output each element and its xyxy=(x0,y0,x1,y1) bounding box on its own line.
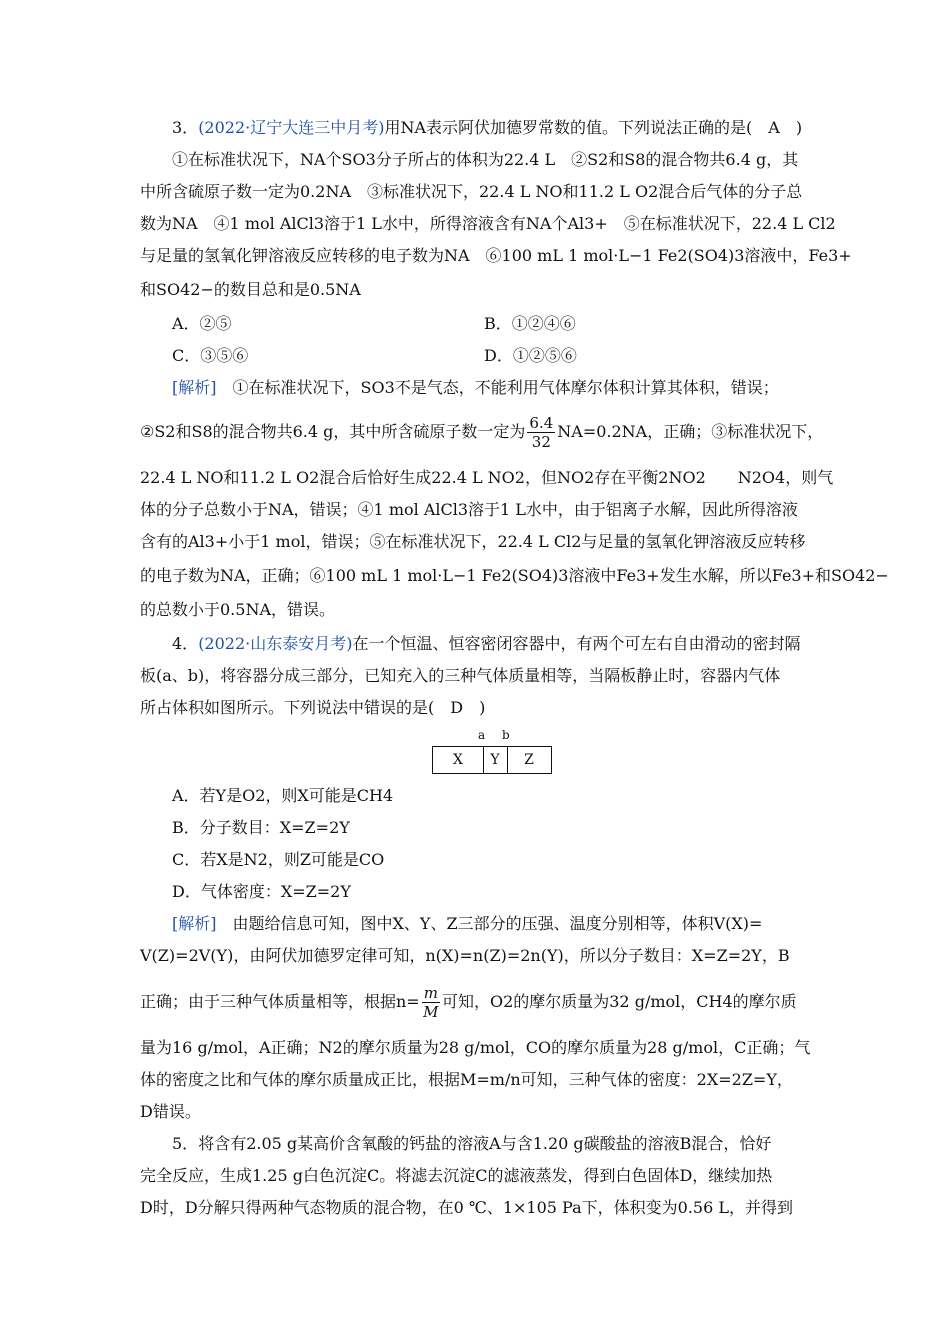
q3-number: 3． xyxy=(172,118,199,137)
q4-line-2: 板(a、b)，将容器分成三部分，已知充入的三种气体质量相等，当隔板静止时，容器内气体 xyxy=(140,666,781,685)
partition-b-label: b xyxy=(502,728,510,742)
q4-option-c: C．若X是N2，则Z可能是CO xyxy=(172,850,385,869)
q4-fraction-numerator: m xyxy=(423,984,438,1002)
q3-line-6: 和SO42−的数目总和是0.5NA xyxy=(140,280,361,299)
q4-analysis-text-1: 由题给信息可知，图中X、Y、Z三部分的压强、温度分别相等，体积V(X)= xyxy=(216,914,763,933)
q4-number: 4． xyxy=(172,634,199,653)
q5-stem-line xyxy=(172,1130,812,1158)
q4-stem: 在一个恒温、恒容密闭容器中，有两个可左右自由滑动的密封隔 xyxy=(352,634,801,653)
q4-fraction xyxy=(422,984,440,1021)
q4-option-a: A．若Y是O2，则X可能是CH4 xyxy=(172,786,394,805)
q5-number: 5． xyxy=(172,1134,199,1153)
q3-analysis-tag: [解析] xyxy=(172,378,217,397)
q5-line-2: 完全反应，生成1.25 g白色沉淀C。将滤去沉淀C的滤液蒸发，得到白色固体D，继续加热 xyxy=(140,1166,773,1185)
container-diagram xyxy=(432,730,552,774)
q4-analysis-tag: [解析] xyxy=(172,914,217,933)
q5-line-3: D时，D分解只得两种气态物质的混合物，在0 ℃、1×105 Pa下，体积变为0.56 L，并得到 xyxy=(140,1198,793,1217)
q3-source: (2022·辽宁大连三中月考) xyxy=(198,118,385,137)
q4-analysis-line-6: D错误。 xyxy=(140,1102,201,1121)
q3-analysis-line-3: 22.4 L NO和11.2 L O2混合后恰好生成22.4 L NO2，但NO2存在平衡2NO2 N2O4，则气 xyxy=(140,468,834,487)
q3-fraction-numerator: 6.4 xyxy=(529,414,554,432)
q5-stem: 将含有2.05 g某高价含氧酸的钙盐的溶液A与含1.20 g碳酸盐的溶液B混合，恰好 xyxy=(198,1134,772,1153)
q3-fraction-denominator: 32 xyxy=(531,433,551,451)
q4-analysis-line-4: 量为16 g/mol，A正确；N2的摩尔质量为28 g/mol，CO的摩尔质量为28 g/mol，C正确；气 xyxy=(140,1038,811,1057)
q4-source: (2022·山东泰安月考) xyxy=(198,634,353,653)
q3-analysis-text-2a: ②S2和S8的混合物共6.4 g，其中所含硫原子数一定为 xyxy=(140,422,526,441)
q4-analysis-text-3a: 正确；由于三种气体质量相等，根据n= xyxy=(140,992,420,1011)
q3-analysis-line-7: 的总数小于0.5NA，错误。 xyxy=(140,600,336,619)
q3-option-d: D．①②⑤⑥ xyxy=(484,346,577,365)
q4-analysis-line-3 xyxy=(140,980,812,1024)
q3-line-5: 与足量的氢氧化钾溶液反应转移的电子数为NA ⑥100 mL 1 mol·L−1 Fe2(SO4)3溶液中，Fe3+ xyxy=(140,246,852,265)
q4-analysis-line-5: 体的密度之比和气体的摩尔质量成正比，根据M=m/n可知，三种气体的密度：2X=2Z=Y， xyxy=(140,1070,793,1089)
q3-analysis-line-1 xyxy=(172,374,812,402)
q4-analysis-line-1 xyxy=(172,910,812,938)
q3-option-b: B．①②④⑥ xyxy=(484,314,576,333)
q4-fraction-denominator: M xyxy=(423,1003,439,1021)
q3-analysis-text-1: ①在标准状况下，SO3不是气态，不能利用气体摩尔体积计算其体积，错误； xyxy=(216,378,779,397)
section-y: Y xyxy=(490,752,500,768)
q4-analysis-text-3b: 可知，O2的摩尔质量为32 g/mol，CH4的摩尔质 xyxy=(441,992,797,1011)
q3-stem-line xyxy=(172,114,812,142)
container-box xyxy=(432,746,552,774)
q4-line-3: 所占体积如图所示。下列说法中错误的是( D ) xyxy=(140,698,486,717)
q3-line-4: 数为NA ④1 mol AlCl3溶于1 L水中，所得溶液含有NA个Al3+ ⑤在标准状况下，22.4 L Cl2 xyxy=(140,214,836,233)
section-z: Z xyxy=(524,752,534,768)
q3-fraction xyxy=(527,414,555,451)
q3-analysis-line-6: 的电子数为NA，正确；⑥100 mL 1 mol·L−1 Fe2(SO4)3溶液中Fe3+发生水解，所以Fe3+和SO42− xyxy=(140,566,889,585)
q3-analysis-line-5: 含有的Al3+小于1 mol，错误；⑤在标准状况下，22.4 L Cl2与足量的氢氧化钾溶液反应转移 xyxy=(140,532,806,551)
q3-analysis-text-2b: NA=0.2NA，正确；③标准状况下， xyxy=(557,422,824,441)
q4-option-b: B．分子数目：X=Z=2Y xyxy=(172,818,350,837)
q3-line-3: 中所含硫原子数一定为0.2NA ③标准状况下，22.4 L NO和11.2 L O2混合后气体的分子总 xyxy=(140,182,803,201)
q4-stem-line xyxy=(172,630,812,658)
q3-analysis-line-4: 体的分子总数小于NA，错误；④1 mol AlCl3溶于1 L水中，由于铝离子水解，因此所得溶液 xyxy=(140,500,798,519)
partition-a-label: a xyxy=(478,728,486,742)
q3-stem: 用NA表示阿伏加德罗常数的值。下列说法正确的是( A ) xyxy=(384,118,803,137)
section-x: X xyxy=(453,752,463,768)
q3-option-a: A．②⑤ xyxy=(172,314,232,333)
q4-analysis-line-2: V(Z)=2V(Y)，由阿伏加德罗定律可知，n(X)=n(Z)=2n(Y)，所以分子数目：X=Z=2Y，B xyxy=(140,946,790,965)
q3-option-c: C．③⑤⑥ xyxy=(172,346,249,365)
q3-analysis-line-2 xyxy=(140,410,824,454)
q4-option-d: D．气体密度：X=Z=2Y xyxy=(172,882,351,901)
q3-line-2: ①在标准状况下，NA个SO3分子所占的体积为22.4 L ②S2和S8的混合物共6.4 g，其 xyxy=(172,150,799,169)
